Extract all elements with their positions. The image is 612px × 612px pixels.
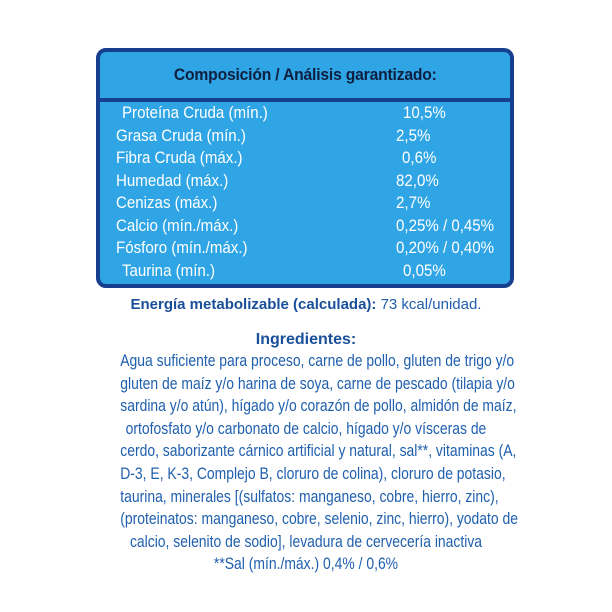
analysis-row-label: Grasa Cruda (mín.) bbox=[116, 126, 246, 145]
analysis-row-label: Fósforo (mín./máx.) bbox=[116, 239, 248, 257]
guaranteed-analysis-panel bbox=[96, 48, 514, 288]
analysis-row-label: Fibra Cruda (máx.) bbox=[116, 149, 243, 167]
analysis-row-value: 2,5% bbox=[396, 126, 431, 145]
analysis-row-label: Calcio (mín./máx.) bbox=[116, 216, 239, 235]
analysis-title: Composición / Análisis garantizado: bbox=[173, 65, 437, 84]
analysis-rows bbox=[100, 102, 510, 282]
analysis-row-label: Taurina (mín.) bbox=[122, 261, 216, 280]
energy-label: Energía metabolizable (calculada): bbox=[130, 296, 377, 313]
analysis-row-label: Humedad (máx.) bbox=[116, 171, 229, 190]
analysis-row-label: Cenizas (máx.) bbox=[116, 194, 218, 212]
analysis-row-value: 0,05% bbox=[403, 261, 446, 280]
analysis-row-fat bbox=[100, 125, 510, 148]
analysis-row-moisture bbox=[100, 170, 510, 193]
energy-value: 73 kcal/unidad. bbox=[376, 296, 482, 313]
ingredients-line: taurina, minerales [(sulfatos: manganeso, cobre, hierro, zinc), bbox=[120, 487, 499, 506]
analysis-row-label: Proteína Cruda (mín.) bbox=[122, 104, 268, 122]
analysis-row-ash bbox=[100, 192, 510, 215]
analysis-row-fiber bbox=[100, 147, 510, 170]
analysis-row-value: 0,20% / 0,40% bbox=[396, 239, 495, 257]
ingredients-line: (proteinatos: manganeso, cobre, selenio, zinc, hierro), yodato de bbox=[120, 510, 519, 529]
ingredients-line: ortofosfato y/o carbonato de calcio, hígado y/o vísceras de bbox=[125, 419, 487, 438]
analysis-row-phosphorus bbox=[100, 237, 510, 260]
ingredients-line: sardina y/o atún), hígado y/o corazón de pollo, almidón de maíz, bbox=[120, 397, 517, 416]
ingredients-title: Ingredientes: bbox=[255, 331, 357, 348]
analysis-row-calcium bbox=[100, 215, 510, 238]
analysis-row-protein bbox=[100, 102, 510, 125]
ingredients-line: Agua suficiente para proceso, carne de pollo, gluten de trigo y/o bbox=[120, 352, 515, 370]
analysis-row-value: 10,5% bbox=[403, 104, 446, 122]
ingredients-line: cerdo, saborizante cárnico artificial y natural, sal**, vitaminas (A, bbox=[120, 442, 517, 461]
analysis-row-value: 2,7% bbox=[396, 194, 431, 212]
analysis-row-value: 0,6% bbox=[402, 149, 437, 167]
ingredients-line: calcio, selenito de sodio], levadura de cervecería inactiva bbox=[129, 532, 483, 551]
analysis-row-value: 0,25% / 0,45% bbox=[396, 216, 495, 235]
metabolizable-energy bbox=[0, 296, 612, 313]
ingredients-text bbox=[90, 350, 522, 576]
analysis-row-value: 82,0% bbox=[396, 171, 439, 190]
ingredients-line: gluten de maíz y/o harina de soya, carne de pescado (tilapia y/o bbox=[120, 374, 515, 393]
ingredients-line: **Sal (mín./máx.) 0,4% / 0,6% bbox=[213, 555, 399, 574]
ingredients-line: D-3, E, K-3, Complejo B, cloruro de colina), cloruro de potasio, bbox=[120, 464, 506, 483]
analysis-row-taurine bbox=[100, 260, 510, 283]
analysis-header bbox=[100, 52, 510, 102]
